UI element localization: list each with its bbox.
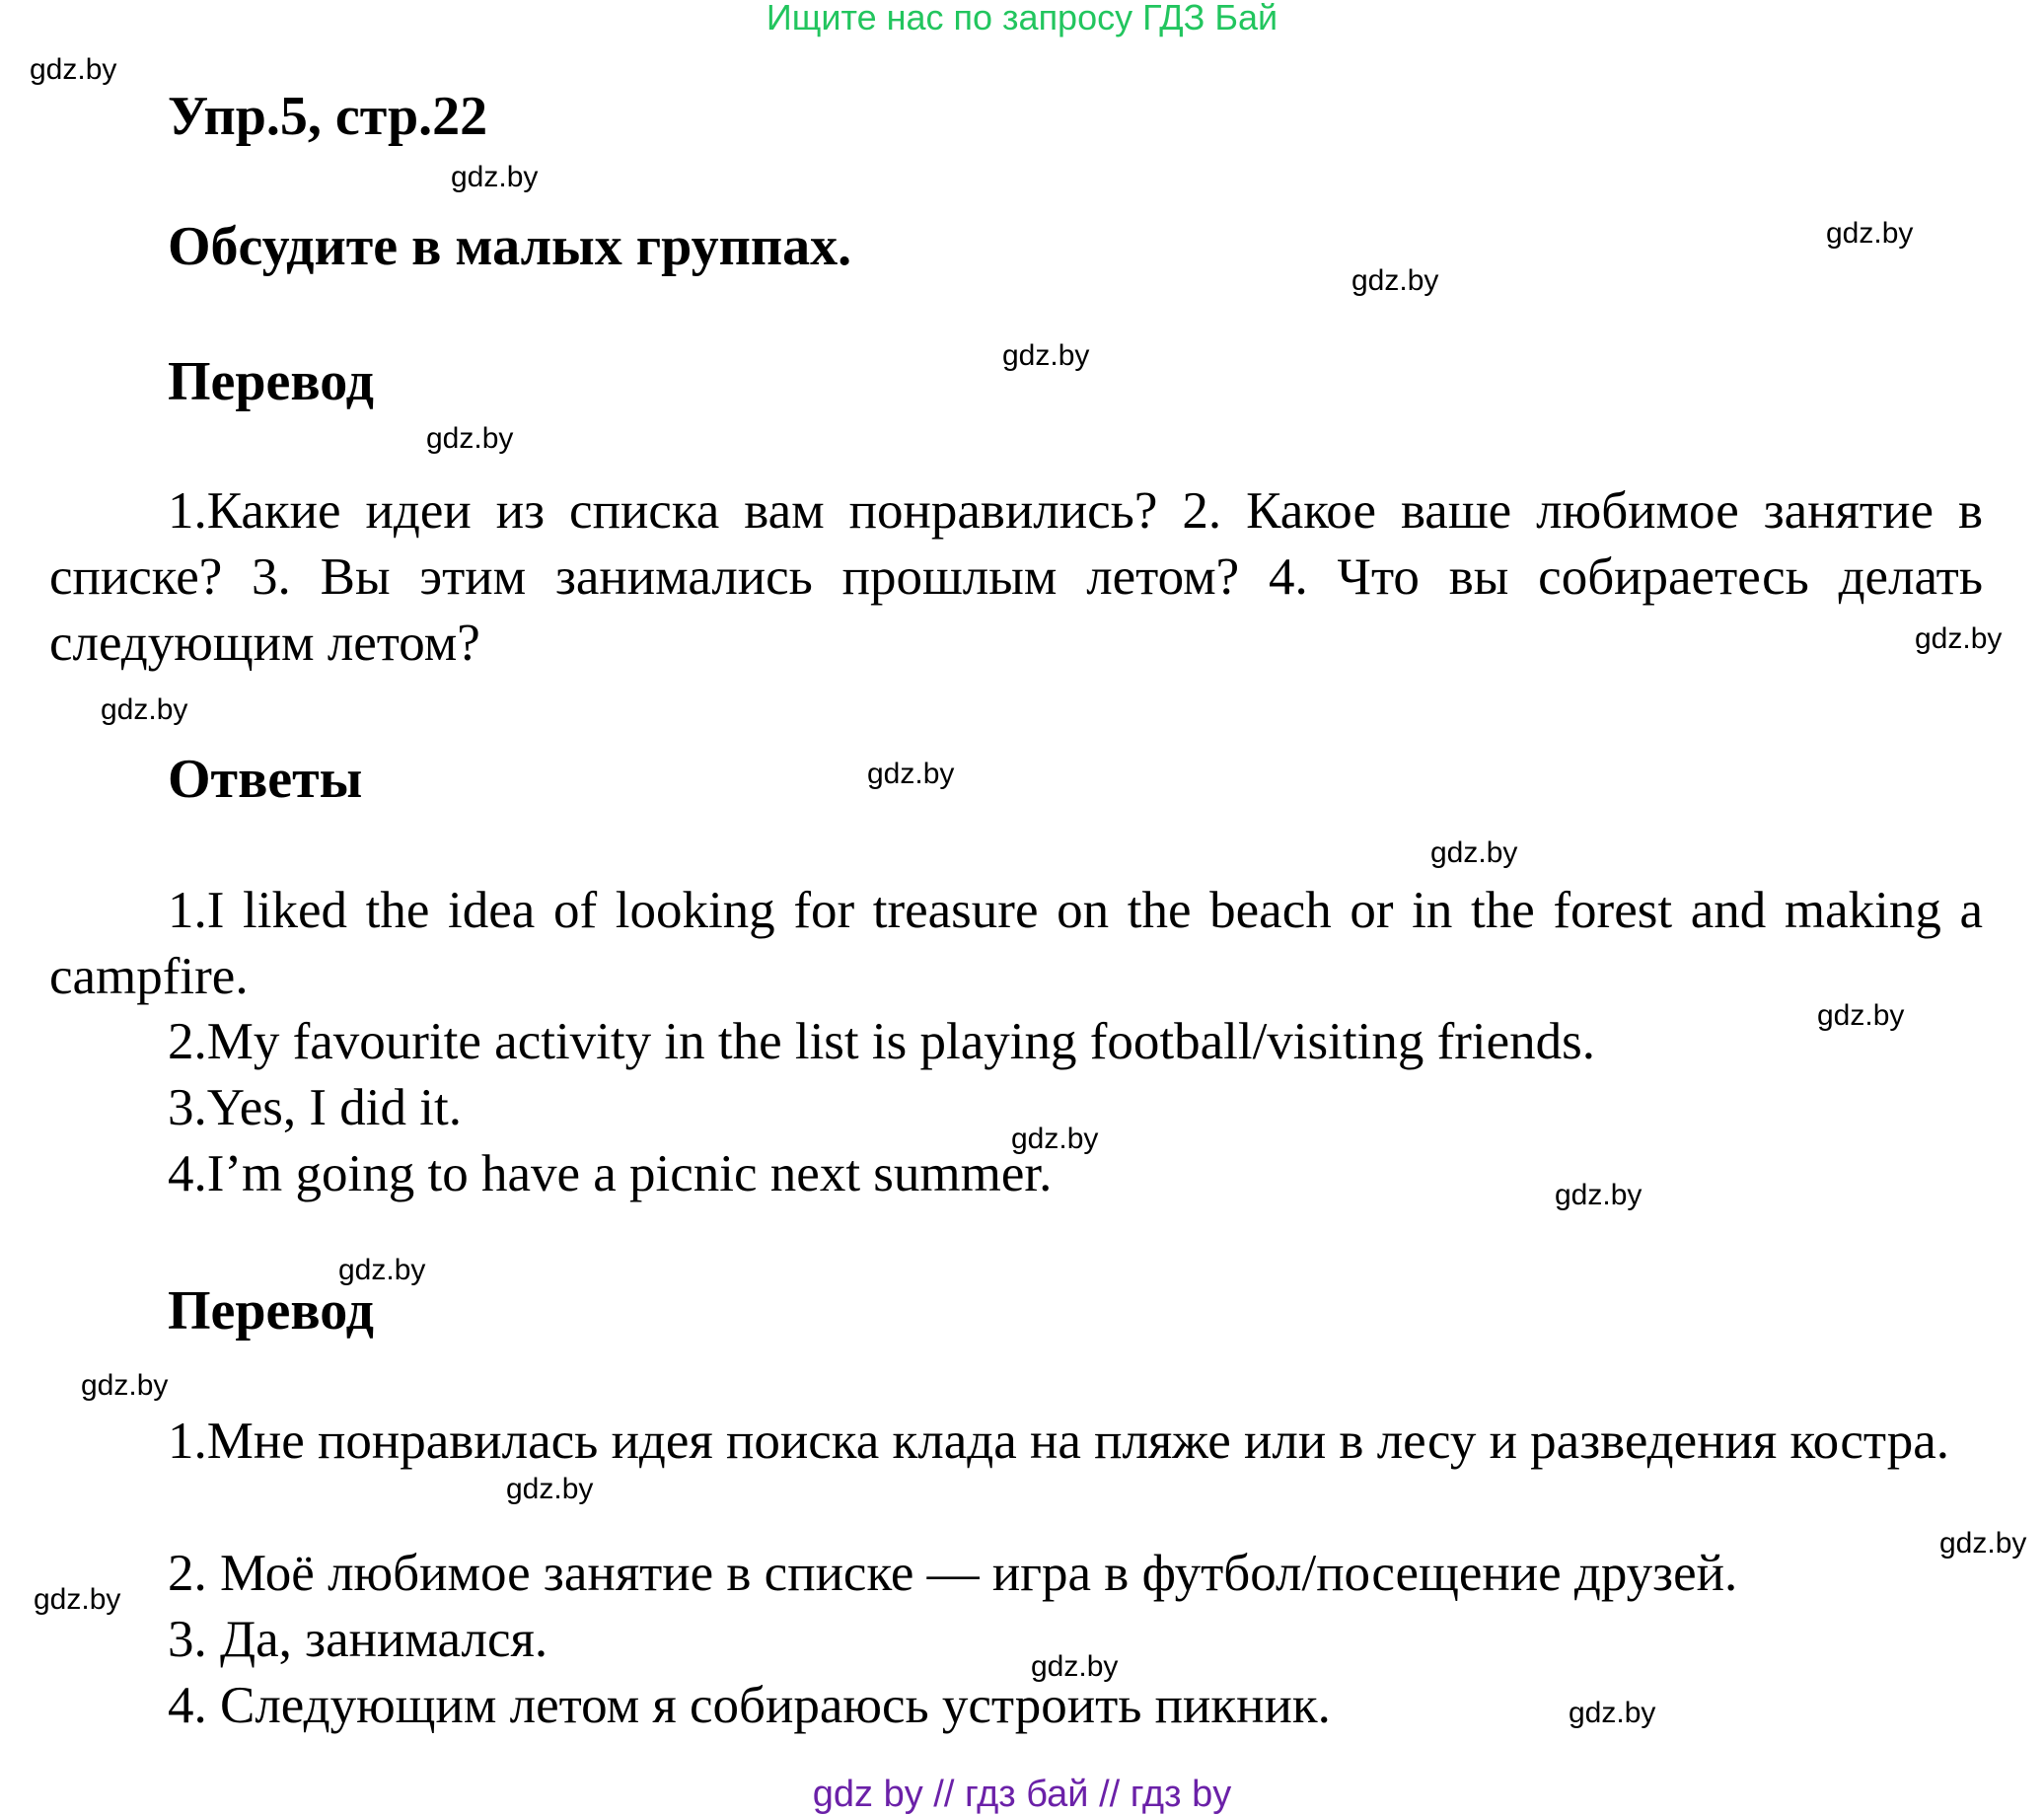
questions-paragraph: 1.Какие идеи из списка вам понравились? 2. Какое ваше любимое занятие в списке? 3. Вы этим занимались прошлым летом? 4. Что вы собираетесь делать следующим летом?: [49, 482, 1983, 672]
watermark: gdz.by: [1915, 622, 2003, 655]
watermark: gdz.by: [1555, 1179, 1642, 1211]
watermark: gdz.by: [30, 53, 117, 86]
answer-line-1: 1.I liked the idea of looking for treasure on the beach or in the forest and making a campfire.: [49, 882, 1983, 1005]
translation-line-4: 4. Следующим летом я собираюсь устроить пикник.: [168, 1677, 1331, 1734]
translation-heading-2: Перевод: [168, 1280, 374, 1342]
watermark: gdz.by: [451, 161, 539, 193]
translation-heading-1: Перевод: [168, 351, 374, 412]
watermark: gdz.by: [1351, 264, 1439, 297]
answer-line-4: 4.I’m going to have a picnic next summer.: [168, 1145, 1053, 1202]
watermark: gdz.by: [1430, 836, 1518, 869]
bottom-banner: gdz by // гдз бай // гдз by: [812, 1774, 1232, 1815]
watermark: gdz.by: [1031, 1650, 1119, 1683]
translation-line-1: 1.Мне понравилась идея поиска клада на пляже или в лесу и разведения костра.: [168, 1413, 1950, 1470]
watermark: gdz.by: [1011, 1123, 1099, 1155]
watermark: gdz.by: [1002, 339, 1090, 372]
watermark: gdz.by: [338, 1254, 426, 1286]
watermark: gdz.by: [1817, 999, 1905, 1032]
translation-line-2: 2. Моё любимое занятие в списке — игра в футбол/посещение друзей.: [168, 1545, 1738, 1602]
answer-line-3: 3.Yes, I did it.: [168, 1079, 462, 1136]
watermark: gdz.by: [1569, 1697, 1656, 1729]
watermark: gdz.by: [426, 422, 514, 455]
task-heading: Обсудите в малых группах.: [168, 216, 852, 277]
watermark: gdz.by: [1826, 217, 1914, 250]
watermark: gdz.by: [101, 693, 188, 726]
translation-line-3: 3. Да, занимался.: [168, 1611, 548, 1668]
top-banner: Ищите нас по запросу ГДЗ Бай: [766, 0, 1278, 37]
watermark: gdz.by: [506, 1473, 594, 1505]
watermark: gdz.by: [1939, 1527, 2027, 1560]
exercise-title: Упр.5, стр.22: [168, 86, 488, 147]
answer-line-2: 2.My favourite activity in the list is playing football/visiting friends.: [168, 1013, 1595, 1070]
watermark: gdz.by: [867, 758, 955, 790]
watermark: gdz.by: [81, 1369, 169, 1402]
watermark: gdz.by: [34, 1583, 121, 1616]
answers-heading: Ответы: [168, 749, 363, 810]
